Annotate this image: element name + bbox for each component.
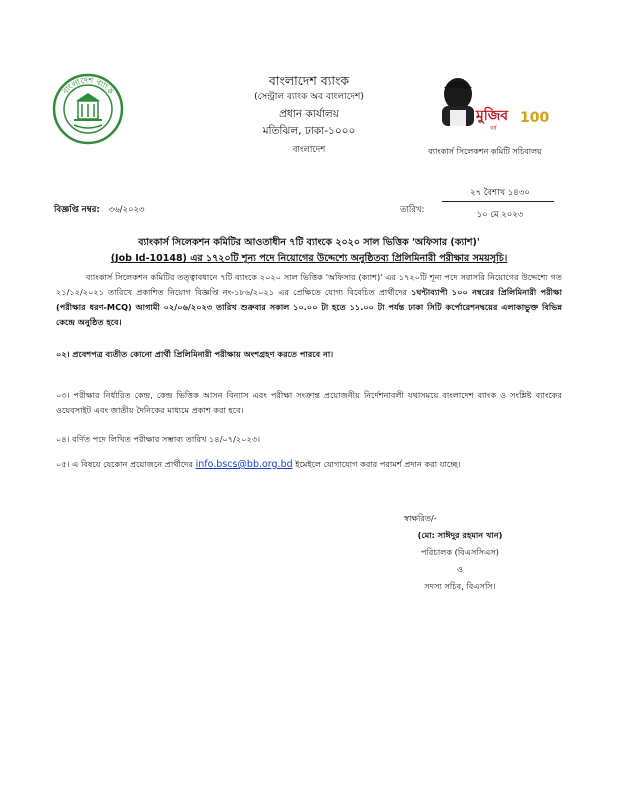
paragraph-05 [56, 457, 562, 472]
signature-block [380, 510, 540, 595]
signatory-name: (মো: সাঈদুর রহমান খান) [417, 530, 503, 540]
signatory-and: ও [456, 564, 464, 574]
notice-number-value: ৩৬/২০২৩ [108, 205, 145, 215]
org-name: বাংলাদেশ ব্যাংক [268, 73, 350, 88]
signed-text: স্বাক্ষরিত/- [404, 513, 437, 523]
logo-mujib-text: মুজিব [476, 108, 509, 124]
contact-email-link[interactable]: info.bscs@bb.org.bd [195, 459, 293, 470]
bangladesh-bank-seal-logo [52, 73, 124, 145]
logo-borsho-text: বর্ষ [490, 125, 497, 132]
paragraph-02: ০২। প্রবেশপত্র ব্যতীত কোনো প্রার্থী প্রিলিমিনারী পরীক্ষায় অংশগ্রহণ করতে পারবে না। [56, 349, 334, 359]
paragraph-01-schedule: ১ঘন্টাব্যাপী ১০০ নম্বরের প্রিলিমিনারী পরীক্ষা (পরীক্ষার ধরণ-MCQ) আগামী ০২/০৬/২০২৩ তারিখ শুক্রবার সকাল ১০.০০ টা হতে ১১.০০ টা পর্যন্ত ঢাকা সিটি কর্পোরেশনদ্বয়ের এলাকাভুক্ত বিভিন্ন কেন্দ্রে অনুষ্ঠিত হবে। [56, 287, 562, 327]
notice-title-line1: ব্যাংকার্স সিলেকশন কমিটির আওতাধীন ৭টি ব্যাংকে ২০২০ সাল ভিত্তিক 'অফিসার (ক্যাশ)' [138, 237, 480, 248]
seal-text: বাংলাদেশ ব্যাংক [60, 75, 116, 97]
notice-number-label: বিজ্ঞপ্তি নম্বর: [54, 205, 100, 215]
letterhead [200, 72, 418, 159]
notice-title-line2-text: (Job Id-10148) এর ১৭২০টি শূন্য পদে নিয়োগের উদ্দেশ্যে অনুষ্ঠিতব্য প্রিলিমিনারী পরীক্ষার সময়সূচি। [110, 253, 508, 264]
country: বাংলাদেশ [292, 145, 326, 155]
paragraph-05-end: ইমেইলে যোগাযোগ করার পরামর্শ প্রদান করা যাচ্ছে। [295, 459, 461, 469]
paragraph-05-start: ০৫। এ বিষয়ে যেকোন প্রয়োজনে প্রার্থীদের [56, 459, 193, 469]
date-english: ১০ মে ২০২৩ [476, 210, 524, 220]
date-divider [442, 201, 554, 202]
office-address: মতিঝিল, ঢাকা-১০০০ [262, 125, 356, 137]
signatory-role: সদস্য সচিব, বিএসসি। [424, 581, 496, 591]
notice-number [54, 203, 145, 217]
date-label: তারিখ: [400, 205, 425, 215]
mujib-borsho-logo [424, 72, 554, 134]
notice-title-line2 [56, 252, 562, 267]
date-bangla: ২৭ বৈশাখ ১৪৩০ [470, 188, 530, 198]
paragraph-03: ০৩। পরীক্ষার নির্ধারিত কেন্দ্র, কেন্দ্র ভিত্তিক আসন বিন্যাস এবং পরীক্ষা সংক্রান্ত প্রয়োজনীয় নির্দেশনাবলী যথাসময়ে বাংলাদেশ ব্যাংক ও সংশ্লিষ্ট ব্যাংকের ওয়েবসাইট এবং জাতীয় দৈনিকের মাধ্যমে প্রকাশ করা হবে। [56, 390, 562, 415]
paragraph-04: ০৪। বর্ণিত পদে লিখিত পরীক্ষার সম্ভাব্য তারিখ ১৪/০৭/২০২৩। [56, 434, 261, 444]
secretariat-name: ব্যাংকার্স সিলেকশন কমিটি সচিবালয় [428, 147, 542, 156]
paragraph-01 [56, 270, 562, 330]
logo-number-text: 100 [520, 110, 550, 126]
paragraph-01-intro: ব্যাংকার্স সিলেকশন কমিটির তত্ত্বাবধানে ৭টি ব্যাংকে ২০২০ সাল ভিত্তিক 'অফিসার (ক্যাশ)' এর ১৭২০টি শূন্য পদে সরাসরি নিয়োগের উদ্দেশ্যে গত ২১/১২/২০২১ তারিখে প্রকাশিত নিয়োগ বিজ্ঞপ্তি নং-১৮৬/২০২১ এর প্রেক্ষিতে যোগ্য বিবেচিত প্রার্থীদের [56, 272, 562, 297]
office-name: প্রধান কার্যালয় [279, 108, 339, 120]
signatory-designation: পরিচালক (বিএসসিএস) [421, 547, 499, 557]
org-subtitle: (সেন্ট্রাল ব্যাংক অব বাংলাদেশ) [254, 92, 364, 102]
